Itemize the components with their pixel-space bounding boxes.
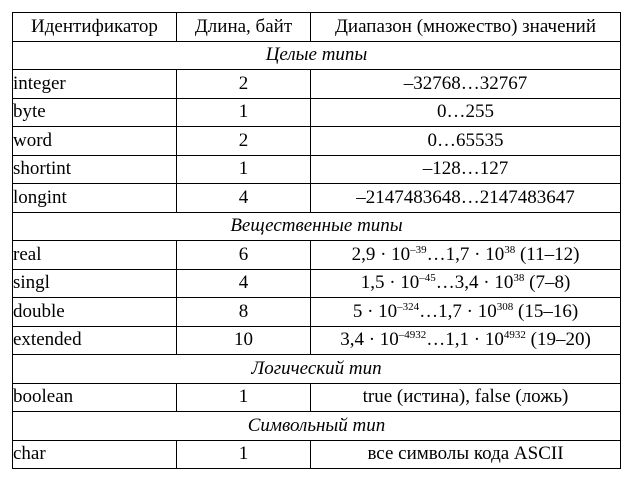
table-row	[13, 127, 621, 156]
range-text: …1,7 · 10	[426, 243, 505, 265]
range-exponent: –324	[397, 300, 420, 313]
section-title: Логический тип	[13, 355, 621, 384]
table-row	[13, 440, 621, 469]
type-length: 2	[177, 70, 311, 99]
range-text: 5 · 10	[352, 300, 398, 322]
type-identifier: integer	[13, 70, 177, 99]
table-row	[13, 70, 621, 99]
type-identifier: shortint	[13, 155, 177, 184]
type-range	[311, 440, 621, 469]
type-identifier: real	[13, 241, 177, 270]
type-length: 6	[177, 241, 311, 270]
range-text: …1,1 · 10	[426, 329, 504, 351]
range-text: 2,9 · 10	[351, 243, 411, 265]
type-identifier: double	[13, 298, 177, 327]
type-identifier: byte	[13, 98, 177, 127]
data-types-table	[12, 12, 621, 469]
type-length: 1	[177, 383, 311, 412]
range-text: true (истина), false (ложь)	[362, 386, 569, 408]
table-row	[13, 184, 621, 213]
section-row	[13, 355, 621, 384]
type-range	[311, 383, 621, 412]
range-exponent: 4932	[503, 329, 526, 342]
type-length: 1	[177, 98, 311, 127]
type-identifier: extended	[13, 326, 177, 355]
section-title: Символьный тип	[13, 412, 621, 441]
type-range	[311, 70, 621, 99]
table-body	[13, 41, 621, 469]
column-header-length: Длина, байт	[177, 13, 311, 42]
range-text: –128…127	[422, 158, 509, 180]
type-range	[311, 241, 621, 270]
table-row	[13, 98, 621, 127]
section-row	[13, 212, 621, 241]
type-length: 4	[177, 269, 311, 298]
type-length: 4	[177, 184, 311, 213]
type-identifier: word	[13, 127, 177, 156]
range-text: (15–16)	[513, 300, 579, 322]
range-text: …3,4 · 10	[435, 272, 514, 294]
table-row	[13, 298, 621, 327]
section-row	[13, 41, 621, 70]
table-row	[13, 269, 621, 298]
range-exponent: –39	[410, 243, 427, 256]
table-row	[13, 155, 621, 184]
type-length: 2	[177, 127, 311, 156]
type-identifier: longint	[13, 184, 177, 213]
type-length: 8	[177, 298, 311, 327]
type-range	[311, 298, 621, 327]
type-identifier: singl	[13, 269, 177, 298]
section-row	[13, 412, 621, 441]
range-exponent: 308	[496, 300, 514, 313]
range-text: 0…65535	[427, 129, 504, 151]
table-row	[13, 326, 621, 355]
range-text: –2147483648…2147483647	[356, 186, 575, 208]
range-text: 1,5 · 10	[360, 272, 420, 294]
range-text: (19–20)	[525, 329, 591, 351]
range-text: все символы кода ASCII	[367, 443, 564, 465]
type-length: 10	[177, 326, 311, 355]
type-range	[311, 98, 621, 127]
column-header-identifier: Идентификатор	[13, 13, 177, 42]
range-text: …1,7 · 10	[419, 300, 497, 322]
column-header-range: Диапазон (множество) значений	[311, 13, 621, 42]
type-range	[311, 127, 621, 156]
type-range	[311, 155, 621, 184]
table-row	[13, 241, 621, 270]
range-exponent: –4932	[398, 329, 427, 342]
section-title: Вещественные типы	[13, 212, 621, 241]
range-exponent: 38	[513, 272, 525, 285]
type-identifier: char	[13, 440, 177, 469]
range-text: 0…255	[437, 101, 494, 123]
range-exponent: –45	[419, 272, 436, 285]
range-text: 3,4 · 10	[340, 329, 399, 351]
section-title: Целые типы	[13, 41, 621, 70]
type-range	[311, 184, 621, 213]
type-range	[311, 326, 621, 355]
type-range	[311, 269, 621, 298]
type-length: 1	[177, 440, 311, 469]
range-text: (11–12)	[515, 243, 580, 265]
table-row	[13, 383, 621, 412]
type-identifier: boolean	[13, 383, 177, 412]
range-text: –32768…32767	[403, 72, 528, 94]
range-exponent: 38	[504, 243, 516, 256]
type-length: 1	[177, 155, 311, 184]
header-row	[13, 13, 621, 42]
range-text: (7–8)	[524, 272, 571, 294]
